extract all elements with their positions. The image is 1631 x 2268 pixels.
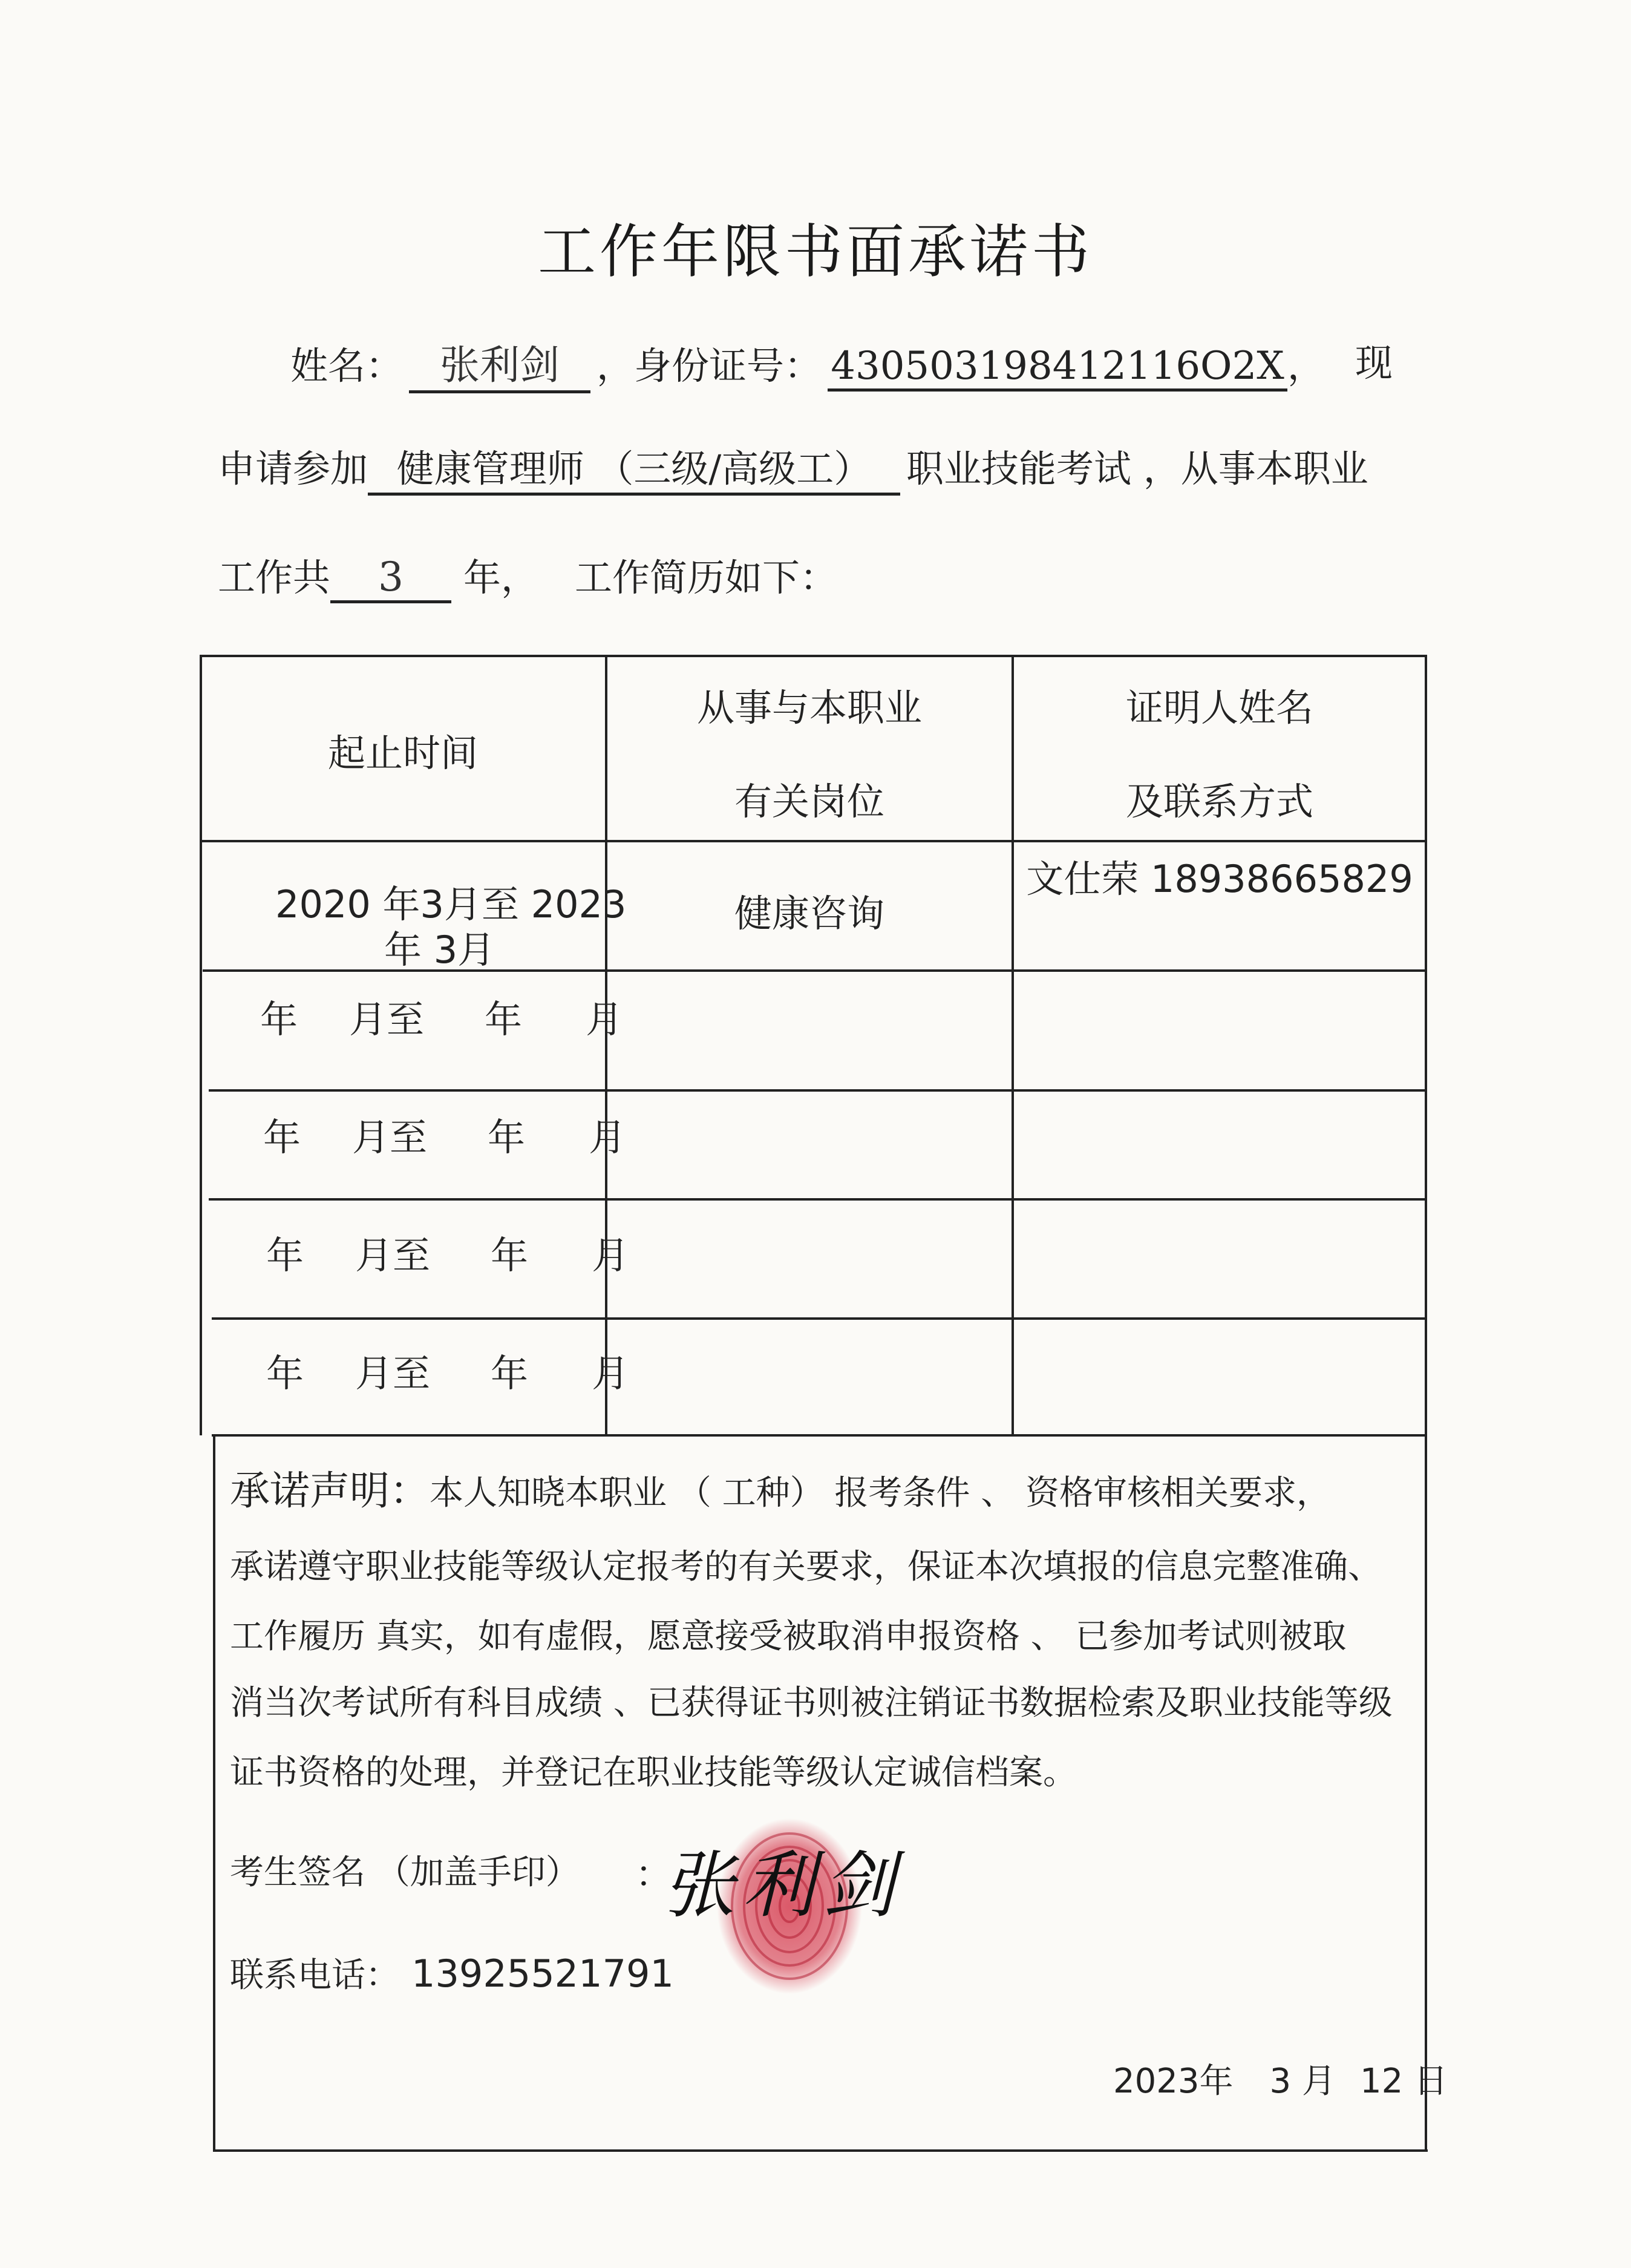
row1-period-line1: 2020 年3月至 2023 xyxy=(275,882,627,926)
date-month: 3 月 xyxy=(1269,2062,1336,2101)
signature-colon: ： xyxy=(635,1853,672,1896)
statement-line-1: 承诺声明：本人知晓本职业 （ 工种） 报考条件 、 资格审核相关要求， xyxy=(230,1467,1331,1514)
blank-row-4: 年 月至 年 月 xyxy=(266,1351,630,1395)
apply-prefix: 申请参加 xyxy=(218,447,368,491)
date-line xyxy=(1113,2054,1448,2103)
id-number-value: 430503198412116O2X xyxy=(828,344,1287,392)
header-position-line1: 从事与本职业 xyxy=(696,686,922,730)
blank-row-2: 年 月至 年 月 xyxy=(263,1115,627,1159)
years-suffix: 年， xyxy=(463,556,539,600)
id-label: ，身份证号： xyxy=(597,344,822,388)
statement-line-4: 消当次考试所有科目成绩 、已获得证书则被注销证书数据检索及职业技能等级 xyxy=(230,1683,1393,1723)
phone-label: 联系电话： xyxy=(230,1956,399,1995)
date-day: 12 日 xyxy=(1359,2062,1448,2101)
years-value: 3 xyxy=(330,554,451,603)
occupation-value: 健康管理师 （三级/高级工） xyxy=(368,439,900,496)
statement-line-2: 承诺遵守职业技能等级认定报考的有关要求，保证本次填报的信息完整准确、 xyxy=(230,1547,1382,1587)
years-prefix: 工作共 xyxy=(218,556,331,600)
date-year: 2023年 xyxy=(1113,2062,1234,2101)
name-label: 姓名： xyxy=(290,344,404,388)
name-value: 张利剑 xyxy=(409,333,590,393)
blank-row-1: 年 月至 年 月 xyxy=(260,997,624,1041)
blank-row-3: 年 月至 年 月 xyxy=(266,1233,630,1277)
signature-label: 考生签名 （加盖手印） xyxy=(230,1853,580,1892)
row1-period-line2: 年 3月 xyxy=(384,928,495,972)
handwritten-signature: 张利剑 xyxy=(662,1844,902,1928)
phone-line xyxy=(230,1948,674,1997)
intro-line-2 xyxy=(218,439,1368,496)
header-position-line2: 有关岗位 xyxy=(734,779,884,824)
phone-value: 13925521791 xyxy=(411,1952,674,1996)
comma: ， xyxy=(1287,344,1325,388)
header-witness-line2: 及联系方式 xyxy=(1125,779,1313,824)
row1-position: 健康咨询 xyxy=(734,891,884,936)
statement-line-5: 证书资格的处理，并登记在职业技能等级认定诚信档案。 xyxy=(230,1753,1077,1792)
resume-text: 工作简历如下： xyxy=(575,556,838,600)
statement-heading: 承诺声明： xyxy=(230,1467,430,1514)
row1-witness: 文仕荣 18938665829 xyxy=(1026,857,1413,901)
statement-line-3: 工作履历 真实，如有虚假，愿意接受被取消申报资格 、 已参加考试则被取 xyxy=(230,1617,1347,1656)
document-title: 工作年限书面承诺书 xyxy=(538,218,1093,286)
header-period: 起止时间 xyxy=(327,731,478,775)
now-text: 现 xyxy=(1355,341,1393,385)
intro-line-1 xyxy=(290,333,1325,393)
apply-suffix: 职业技能考试 ，从事本职业 xyxy=(906,447,1368,491)
intro-line-3 xyxy=(218,548,837,603)
header-witness-line1: 证明人姓名 xyxy=(1125,686,1313,730)
